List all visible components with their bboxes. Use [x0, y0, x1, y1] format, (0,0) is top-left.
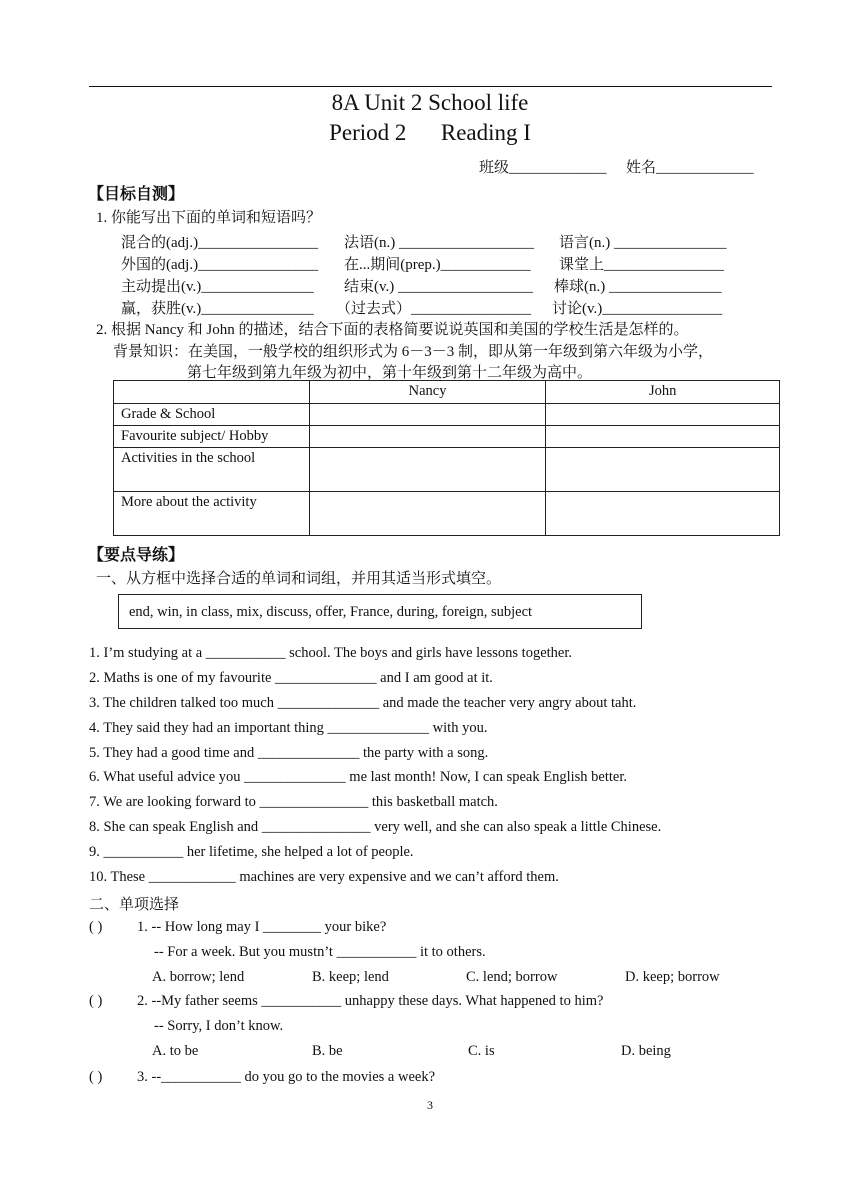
mc-question-stem: 1. -- How long may I ________ your bike?	[137, 919, 387, 935]
vocab-item: 赢，获胜(v.)_______________	[121, 301, 314, 317]
word-box	[118, 594, 642, 629]
table-header-cell	[114, 381, 310, 404]
vocab-item: 语言(n.) _______________	[559, 235, 727, 251]
vocab-item: 法语(n.) __________________	[344, 235, 534, 251]
table-header-john: John	[546, 381, 780, 404]
mc-question-stem: 2. --My father seems ___________ unhappy these days. What happened to him?	[137, 993, 604, 1009]
school-life-table	[113, 380, 780, 536]
vocab-item: 外国的(adj.)________________	[121, 257, 319, 273]
fill-in-sentence: 2. Maths is one of my favourite ______________ and I am good at it.	[89, 670, 493, 686]
vocab-item: 混合的(adj.)________________	[121, 235, 319, 251]
mc-question-line: -- For a week. But you mustn’t ___________ it to others.	[154, 944, 486, 960]
fill-in-sentence: 3. The children talked too much ______________ and made the teacher very angry about taht.	[89, 695, 637, 711]
answer-paren: ( )	[89, 1069, 103, 1085]
vocab-item: 主动提出(v.)_______________	[121, 279, 314, 295]
vocab-item: 课堂上________________	[559, 257, 725, 273]
page-subtitle: Period 2 Reading I	[329, 120, 531, 145]
section-heading-key-points: 【要点导练】	[88, 545, 185, 564]
section-heading-target-test: 【目标自测】	[88, 184, 185, 203]
answer-paren: ( )	[89, 919, 103, 935]
header-rule	[89, 86, 772, 87]
fill-in-sentence: 7. We are looking forward to _______________ this basketball match.	[89, 794, 498, 810]
background-note-2: 第七年级到第九年级为初中，第十年级到第十二年级为高中。	[187, 365, 593, 381]
question-1: 1. 你能写出下面的单词和短语吗？	[96, 210, 322, 226]
table-row-label: More about the activity	[114, 492, 310, 536]
fill-in-sentence: 5. They had a good time and ______________ the party with a song.	[89, 745, 489, 761]
table-cell-blank	[546, 404, 780, 426]
fill-in-sentence: 10. These ____________ machines are very expensive and we can’t afford them.	[89, 869, 559, 885]
fill-in-sentence: 8. She can speak English and _______________ very well, and she can also speak a little Chinese.	[89, 819, 662, 835]
answer-paren: ( )	[89, 993, 103, 1009]
word-box-text: end, win, in class, mix, discuss, offer, France, during, foreign, subject	[129, 604, 533, 620]
vocab-item: （过去式）________________	[336, 301, 532, 317]
table-cell-blank	[546, 448, 780, 492]
fill-in-sentence: 6. What useful advice you ______________ me last month! Now, I can speak English better.	[89, 769, 628, 785]
class-field: 班级_____________	[479, 160, 607, 176]
mc-option: C. lend; borrow	[466, 969, 558, 985]
mc-option: B. keep; lend	[312, 969, 389, 985]
page-title: 8A Unit 2 School life	[331, 90, 529, 115]
table-cell-blank	[546, 426, 780, 448]
background-note-1: 背景知识：在美国，一般学校的组织形式为 6－3－3 制，即从第一年级到第六年级为小学，	[113, 344, 714, 360]
table-cell-blank	[309, 404, 546, 426]
mc-question-stem: 3. --___________ do you go to the movies a week?	[137, 1069, 436, 1085]
page-number: 3	[427, 1098, 433, 1112]
part-1-title: 一、从方框中选择合适的单词和词组，并用其适当形式填空。	[96, 571, 502, 587]
vocab-item: 结束(v.) __________________	[344, 279, 534, 295]
mc-question-line: -- Sorry, I don’t know.	[154, 1018, 284, 1034]
table-header-nancy: Nancy	[309, 381, 546, 404]
table-cell-blank	[546, 492, 780, 536]
table-row-label: Favourite subject/ Hobby	[114, 426, 310, 448]
fill-in-sentence: 4. They said they had an important thing ______________ with you.	[89, 720, 488, 736]
table-cell-blank	[309, 426, 546, 448]
vocab-item: 在...期间(prep.)____________	[344, 257, 531, 273]
table-row-label: Grade & School	[114, 404, 310, 426]
part-2-title: 二、单项选择	[89, 897, 180, 913]
table-cell-blank	[309, 448, 546, 492]
mc-option: D. being	[621, 1043, 671, 1059]
mc-option: C. is	[468, 1043, 495, 1059]
table-cell-blank	[309, 492, 546, 536]
vocab-item: 棒球(n.) _______________	[554, 279, 722, 295]
question-2: 2. 根据 Nancy 和 John 的描述，结合下面的表格简要说说英国和美国的学校生活是怎样的。	[96, 322, 689, 338]
mc-option: D. keep; borrow	[625, 969, 720, 985]
vocab-item: 讨论(v.)________________	[552, 301, 723, 317]
fill-in-sentence: 1. I’m studying at a ___________ school. The boys and girls have lessons together.	[89, 645, 573, 661]
mc-option: A. to be	[152, 1043, 199, 1059]
mc-option: B. be	[312, 1043, 343, 1059]
table-row-label: Activities in the school	[114, 448, 310, 492]
fill-in-sentence: 9. ___________ her lifetime, she helped a lot of people.	[89, 844, 414, 860]
name-field: 姓名_____________	[626, 160, 754, 176]
mc-option: A. borrow; lend	[152, 969, 245, 985]
